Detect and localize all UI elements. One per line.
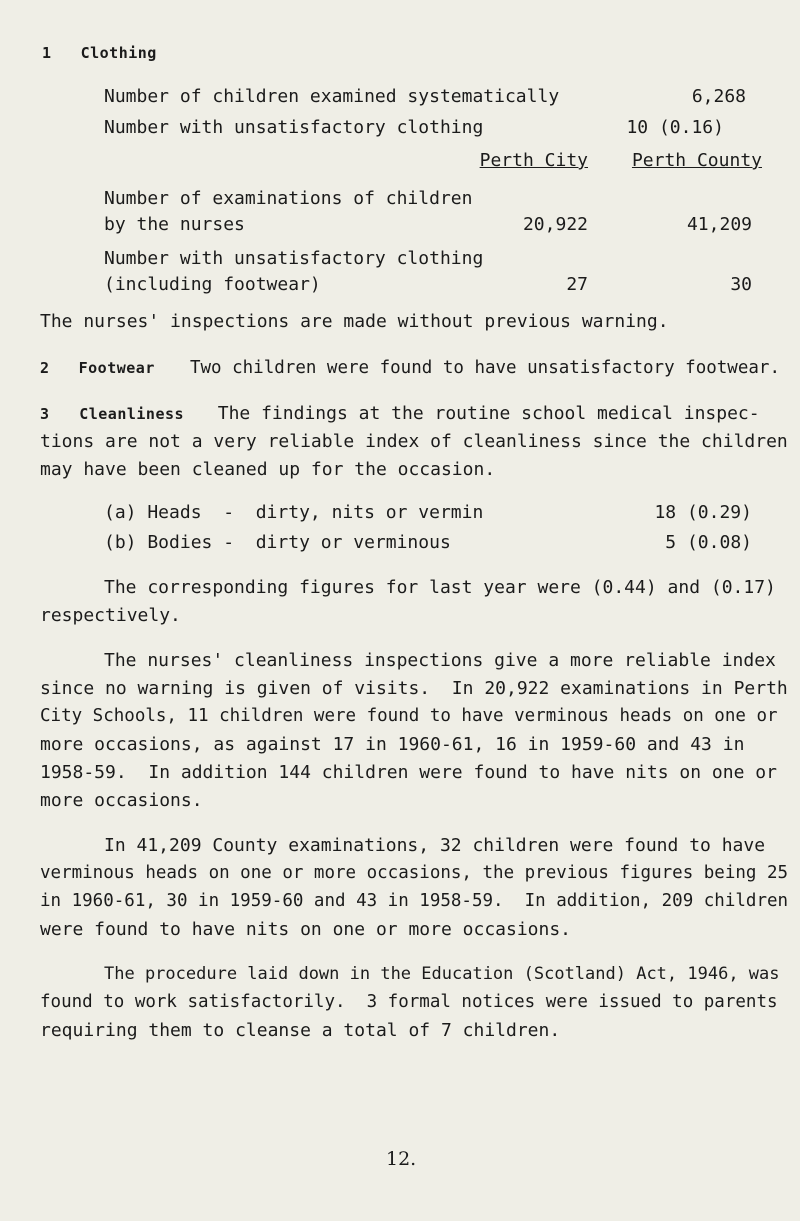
para-3-line3: in 1960-61, 30 in 1959-60 and 43 in 1958-59. In addition, 209 children: [40, 891, 789, 911]
column-header-county: Perth County: [631, 150, 762, 171]
para-4-line3: requiring them to cleanse a total of 7 children.: [40, 1020, 561, 1041]
para-2-line2: since no warning is given of visits. In 20,922 examinations in Perth: [40, 678, 788, 699]
section-1-number: 1: [42, 44, 52, 62]
exam-county-value: 41,209: [686, 214, 752, 235]
column-header-city: Perth City: [479, 150, 588, 171]
para-2-line3: City Schools, 11 children were found to have verminous heads on one or: [40, 706, 778, 726]
unsat-label-line1: Number with unsatisfactory clothing: [104, 248, 484, 269]
section-3-intro-line2: tions are not a very reliable index of cleanliness since the children: [40, 431, 788, 452]
unsat-label-line2: (including footwear): [104, 274, 321, 295]
systematic-label: Number of children examined systematically: [104, 86, 560, 107]
bodies-label: (b) Bodies - dirty or verminous: [104, 532, 451, 553]
exam-city-value: 20,922: [522, 214, 588, 235]
heads-label: (a) Heads - dirty, nits or vermin: [104, 502, 484, 523]
page-number: 12.: [386, 1148, 417, 1170]
unsatisfactory-label: Number with unsatisfactory clothing: [104, 117, 484, 138]
para-2-line1: The nurses' cleanliness inspections give a more reliable index: [104, 650, 776, 671]
section-2-title: Footwear: [78, 359, 155, 377]
section-3-line1: [40, 403, 760, 424]
systematic-value: 6,268: [691, 86, 746, 107]
section-3-number: 3: [40, 405, 50, 423]
para-1-line1: The corresponding figures for last year were (0.44) and (0.17): [104, 577, 776, 598]
exam-label-line2: by the nurses: [104, 214, 245, 235]
section-3-intro-line1: The findings at the routine school medical inspec-: [217, 403, 760, 424]
section-2-line: [40, 358, 780, 378]
section-1-title: Clothing: [80, 44, 157, 62]
exam-label-line1: Number of examinations of children: [104, 188, 473, 209]
section-3-intro-line3: may have been cleaned up for the occasion.: [40, 459, 496, 480]
para-2-line5: 1958-59. In addition 144 children were found to have nits on one or: [40, 762, 777, 783]
para-3-line2: verminous heads on one or more occasions, the previous figures being 25: [40, 863, 789, 883]
para-2-line4: more occasions, as against 17 in 1960-61, 16 in 1959-60 and 43 in: [40, 734, 745, 755]
unsatisfactory-value: 10 (0.16): [626, 117, 724, 138]
unsat-county-value: 30: [730, 274, 752, 295]
heads-value: 18 (0.29): [654, 502, 752, 523]
para-2-line6: more occasions.: [40, 790, 203, 811]
para-4-line2: found to work satisfactorily. 3 formal notices were issued to parents: [40, 992, 778, 1012]
para-1-line2: respectively.: [40, 605, 181, 626]
unsat-city-value: 27: [566, 274, 588, 295]
para-4-line1: The procedure laid down in the Education (Scotland) Act, 1946, was: [104, 964, 780, 984]
para-3-line1: In 41,209 County examinations, 32 children were found to have: [104, 835, 766, 856]
bodies-value: 5 (0.08): [665, 532, 752, 553]
section-2-text: Two children were found to have unsatisfactory footwear.: [189, 358, 780, 378]
section-3-title: Cleanliness: [79, 405, 185, 423]
para-3-line4: were found to have nits on one or more occasions.: [40, 919, 572, 940]
section-1-note: The nurses' inspections are made without previous warning.: [40, 311, 669, 332]
section-1-heading: [42, 44, 157, 62]
section-2-number: 2: [40, 359, 50, 377]
